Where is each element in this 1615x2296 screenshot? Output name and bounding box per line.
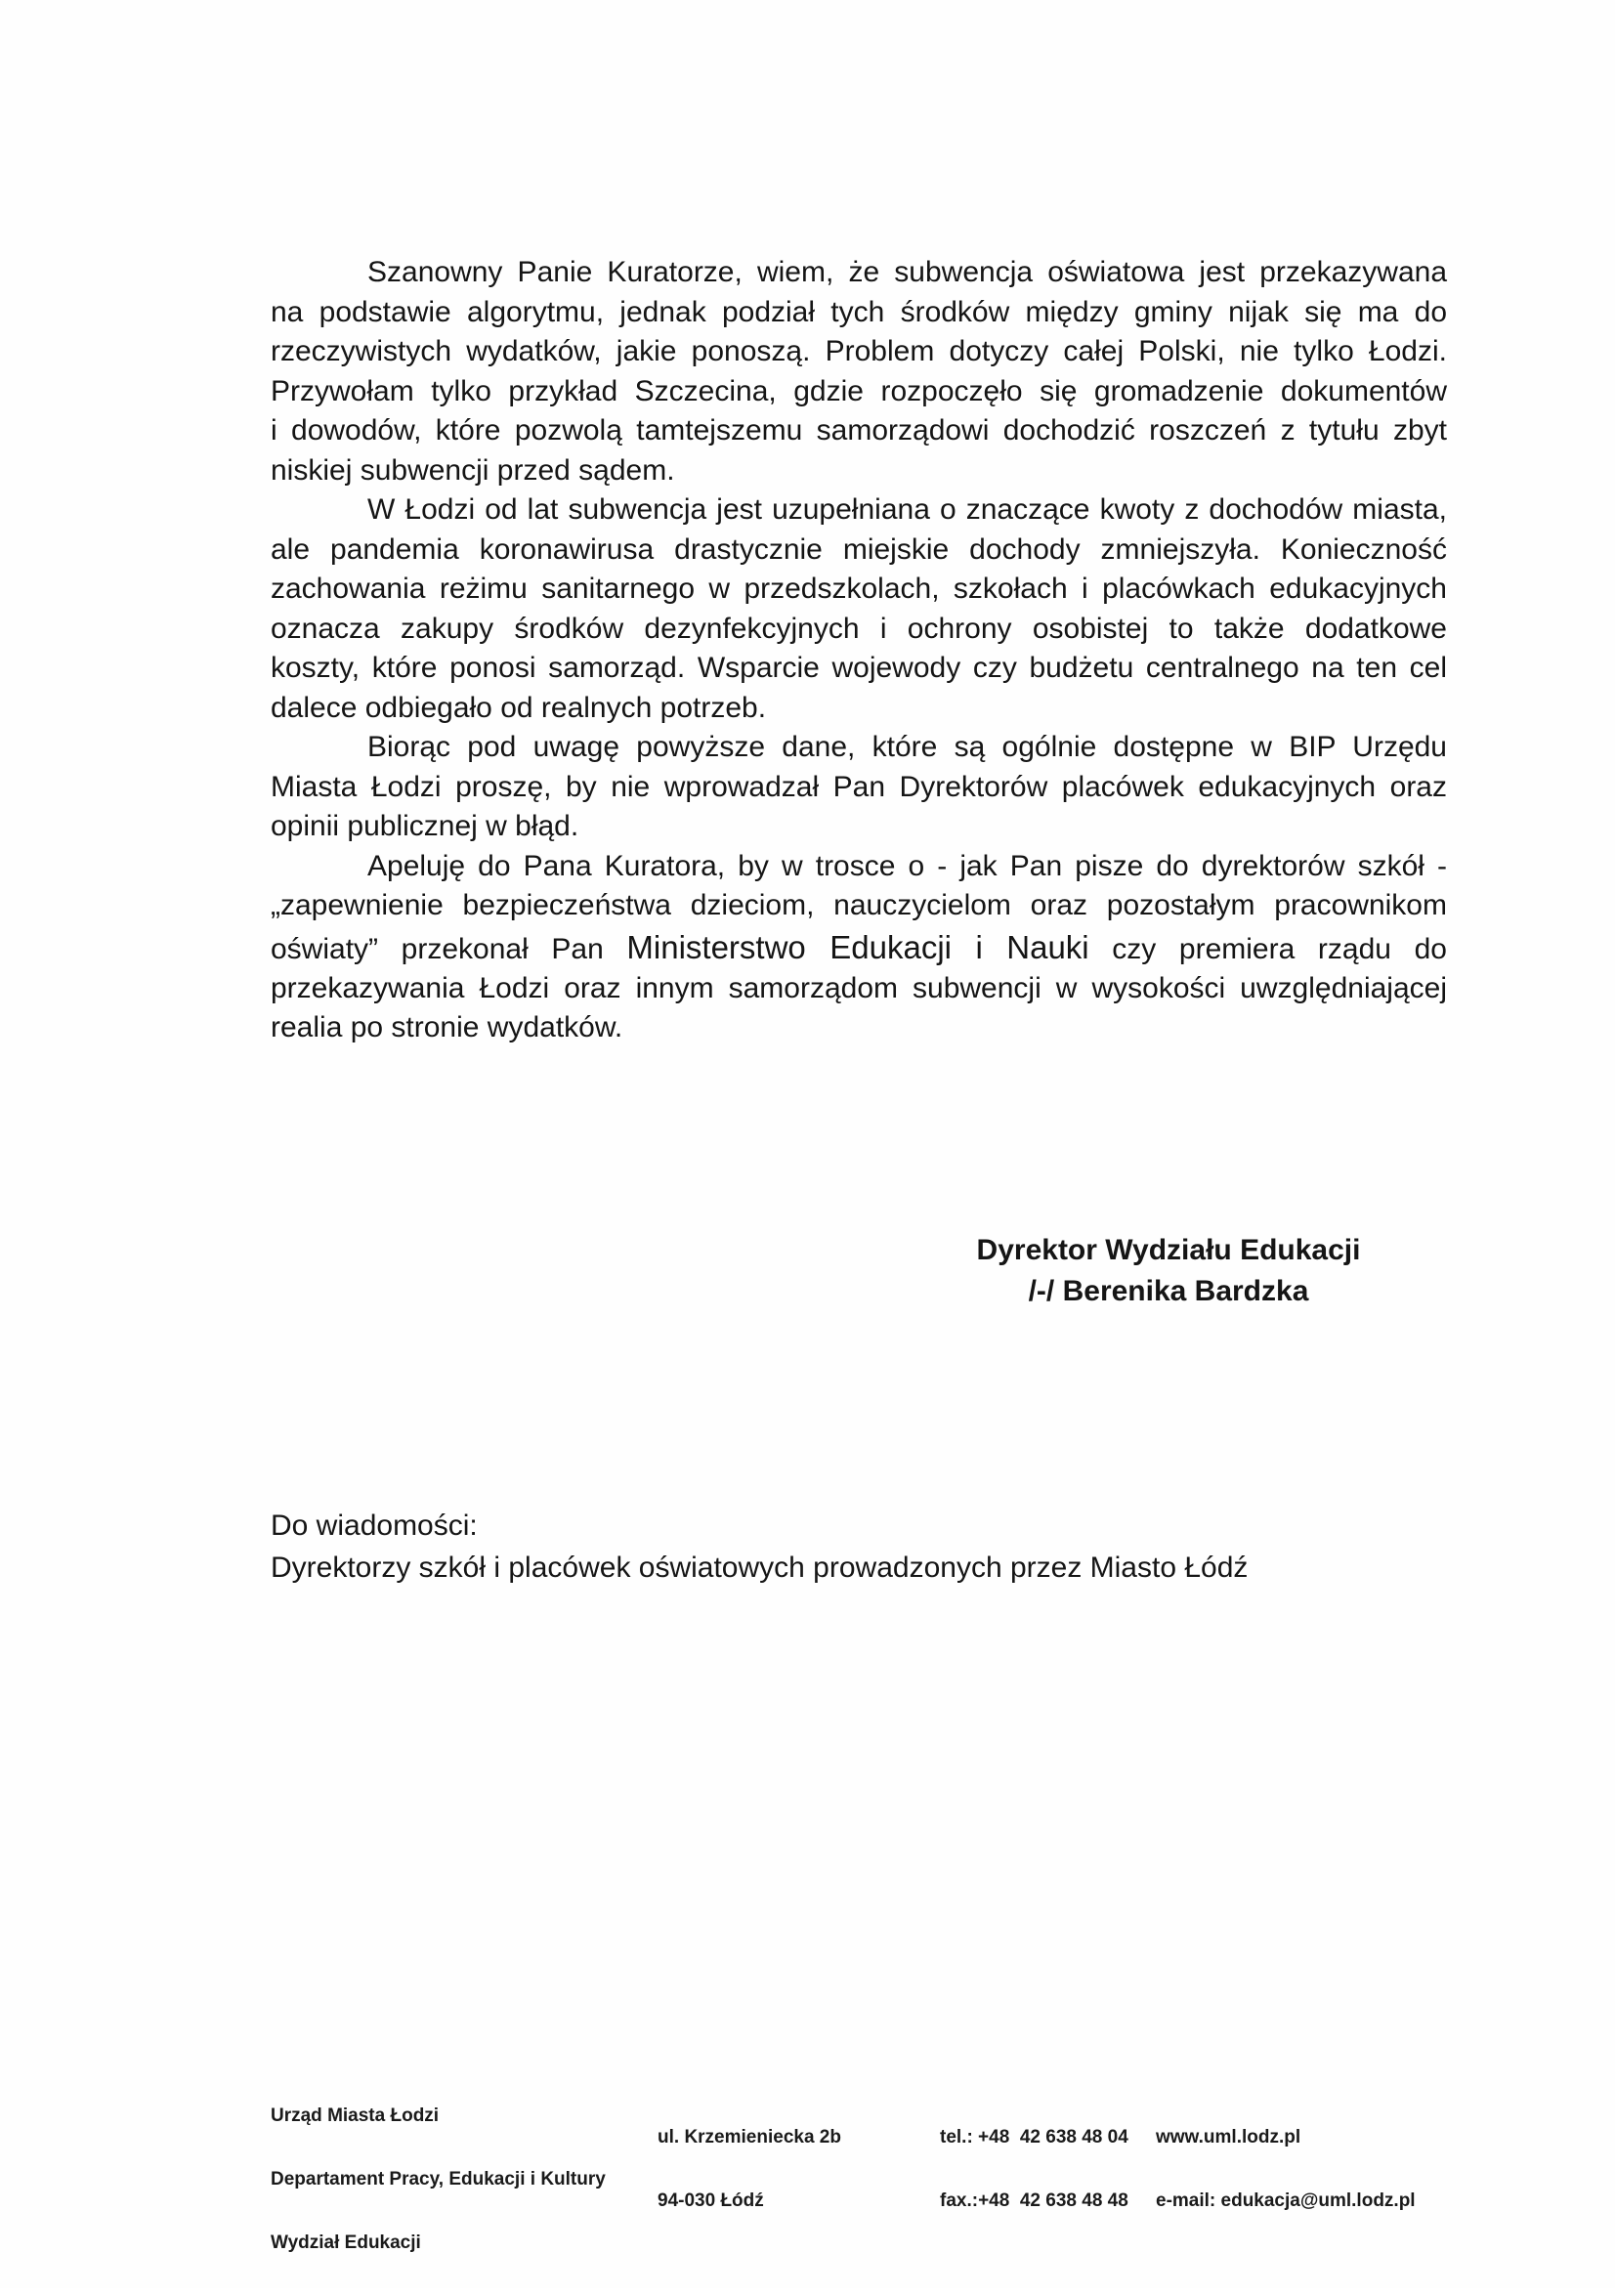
signature-title: Dyrektor Wydziału Edukacji: [976, 1234, 1361, 1266]
emphasized-ministry-name: Ministerstwo Edukacji i Nauki: [626, 928, 1089, 965]
footer-division: Wydział Edukacji: [271, 2232, 421, 2253]
footer-postal-city: 94-030 Łódź: [658, 2190, 764, 2211]
footer-contact: [940, 2085, 1128, 2254]
letter-body: [271, 253, 1447, 1048]
paragraph-3-line-3: opinii publicznej w błąd.: [271, 810, 579, 842]
footer-office-name: Urząd Miasta Łodzi: [271, 2105, 440, 2127]
paragraph-4-line-5: realia po stronie wydatków.: [271, 1011, 623, 1043]
line-text-after-emphasis: czy premiera rządu do: [1088, 932, 1447, 965]
footer-street: ul. Krzemieniecka 2b: [658, 2127, 841, 2148]
line-text-before-emphasis: oświaty” przekonał Pan: [271, 932, 627, 965]
paragraph-1-line-5: i dowodów, które pozwolą tamtejszemu samorządowi dochodzić roszczeń z tytułu zbyt: [271, 414, 1447, 446]
paragraph-2-line-5: koszty, które ponosi samorząd. Wsparcie wojewody czy budżetu centralnego na ten cel: [271, 652, 1447, 684]
paragraph-3-line-2: Miasta Łodzi proszę, by nie wprowadzał Pan Dyrektorów placówek edukacyjnych oraz: [271, 770, 1447, 803]
footer-website: www.uml.lodz.pl: [1156, 2127, 1301, 2148]
distribution-block: [271, 1505, 1447, 1589]
distribution-label: Do wiadomości:: [271, 1509, 478, 1542]
paragraph-2-line-3: zachowania reżimu sanitarnego w przedszkolach, szkołach i placówkach edukacyjnych: [271, 573, 1447, 605]
footer-fax: fax.:+48 42 638 48 48: [940, 2190, 1128, 2211]
paragraph-4-line-1: Apeluję do Pana Kuratora, by w trosce o - jak Pan pisze do dyrektorów szkół -: [367, 849, 1447, 882]
signature-block: [973, 1230, 1364, 1312]
paragraph-1-line-2: na podstawie algorytmu, jednak podział tych środków między gminy nijak się ma do: [271, 295, 1447, 328]
paragraph-2-line-2: ale pandemia koronawirusa drastycznie miejskie dochody zmniejszyła. Konieczność: [271, 532, 1447, 566]
footer-office: [271, 2063, 606, 2296]
distribution-recipients: Dyrektorzy szkół i placówek oświatowych prowadzonych przez Miasto Łódź: [271, 1552, 1249, 1584]
paragraph-1-line-6: niskiej subwencji przed sądem.: [271, 453, 675, 487]
paragraph-1-line-4: Przywołam tylko przykład Szczecina, gdzie rozpoczęło się gromadzenie dokumentów: [271, 374, 1447, 407]
footer-address: [658, 2085, 841, 2254]
paragraph-2-line-1: W Łodzi od lat subwencja jest uzupełniana o znaczące kwoty z dochodów miasta,: [367, 493, 1447, 526]
paragraph-4-line-3: [271, 926, 1447, 969]
paragraph-1-line-1: Szanowny Panie Kuratorze, wiem, że subwencja oświatowa jest przekazywana: [367, 256, 1447, 288]
paragraph-2-line-4: oznacza zakupy środków dezynfekcyjnych i ochrony osobistej to także dodatkowe: [271, 612, 1447, 645]
signature-name: /-/ Berenika Bardzka: [1028, 1275, 1309, 1307]
paragraph-4-line-4: przekazywania Łodzi oraz innym samorządom subwencji w wysokości uwzględniającej: [271, 971, 1447, 1004]
footer-email: e-mail: edukacja@uml.lodz.pl: [1156, 2190, 1416, 2211]
footer-phone: tel.: +48 42 638 48 04: [940, 2127, 1128, 2148]
footer-department: Departament Pracy, Edukacji i Kultury: [271, 2168, 606, 2190]
footer-web: [1156, 2085, 1416, 2254]
paragraph-4-line-2: „zapewnienie bezpieczeństwa dzieciom, nauczycielom oraz pozostałym pracownikom: [271, 889, 1447, 921]
paragraph-2-line-6: dalece odbiegało od realnych potrzeb.: [271, 691, 767, 724]
paragraph-3-line-1: Biorąc pod uwagę powyższe dane, które są ogólnie dostępne w BIP Urzędu: [367, 731, 1447, 763]
paragraph-1-line-3: rzeczywistych wydatków, jakie ponoszą. Problem dotyczy całej Polski, nie tylko Łodzi.: [271, 335, 1447, 367]
